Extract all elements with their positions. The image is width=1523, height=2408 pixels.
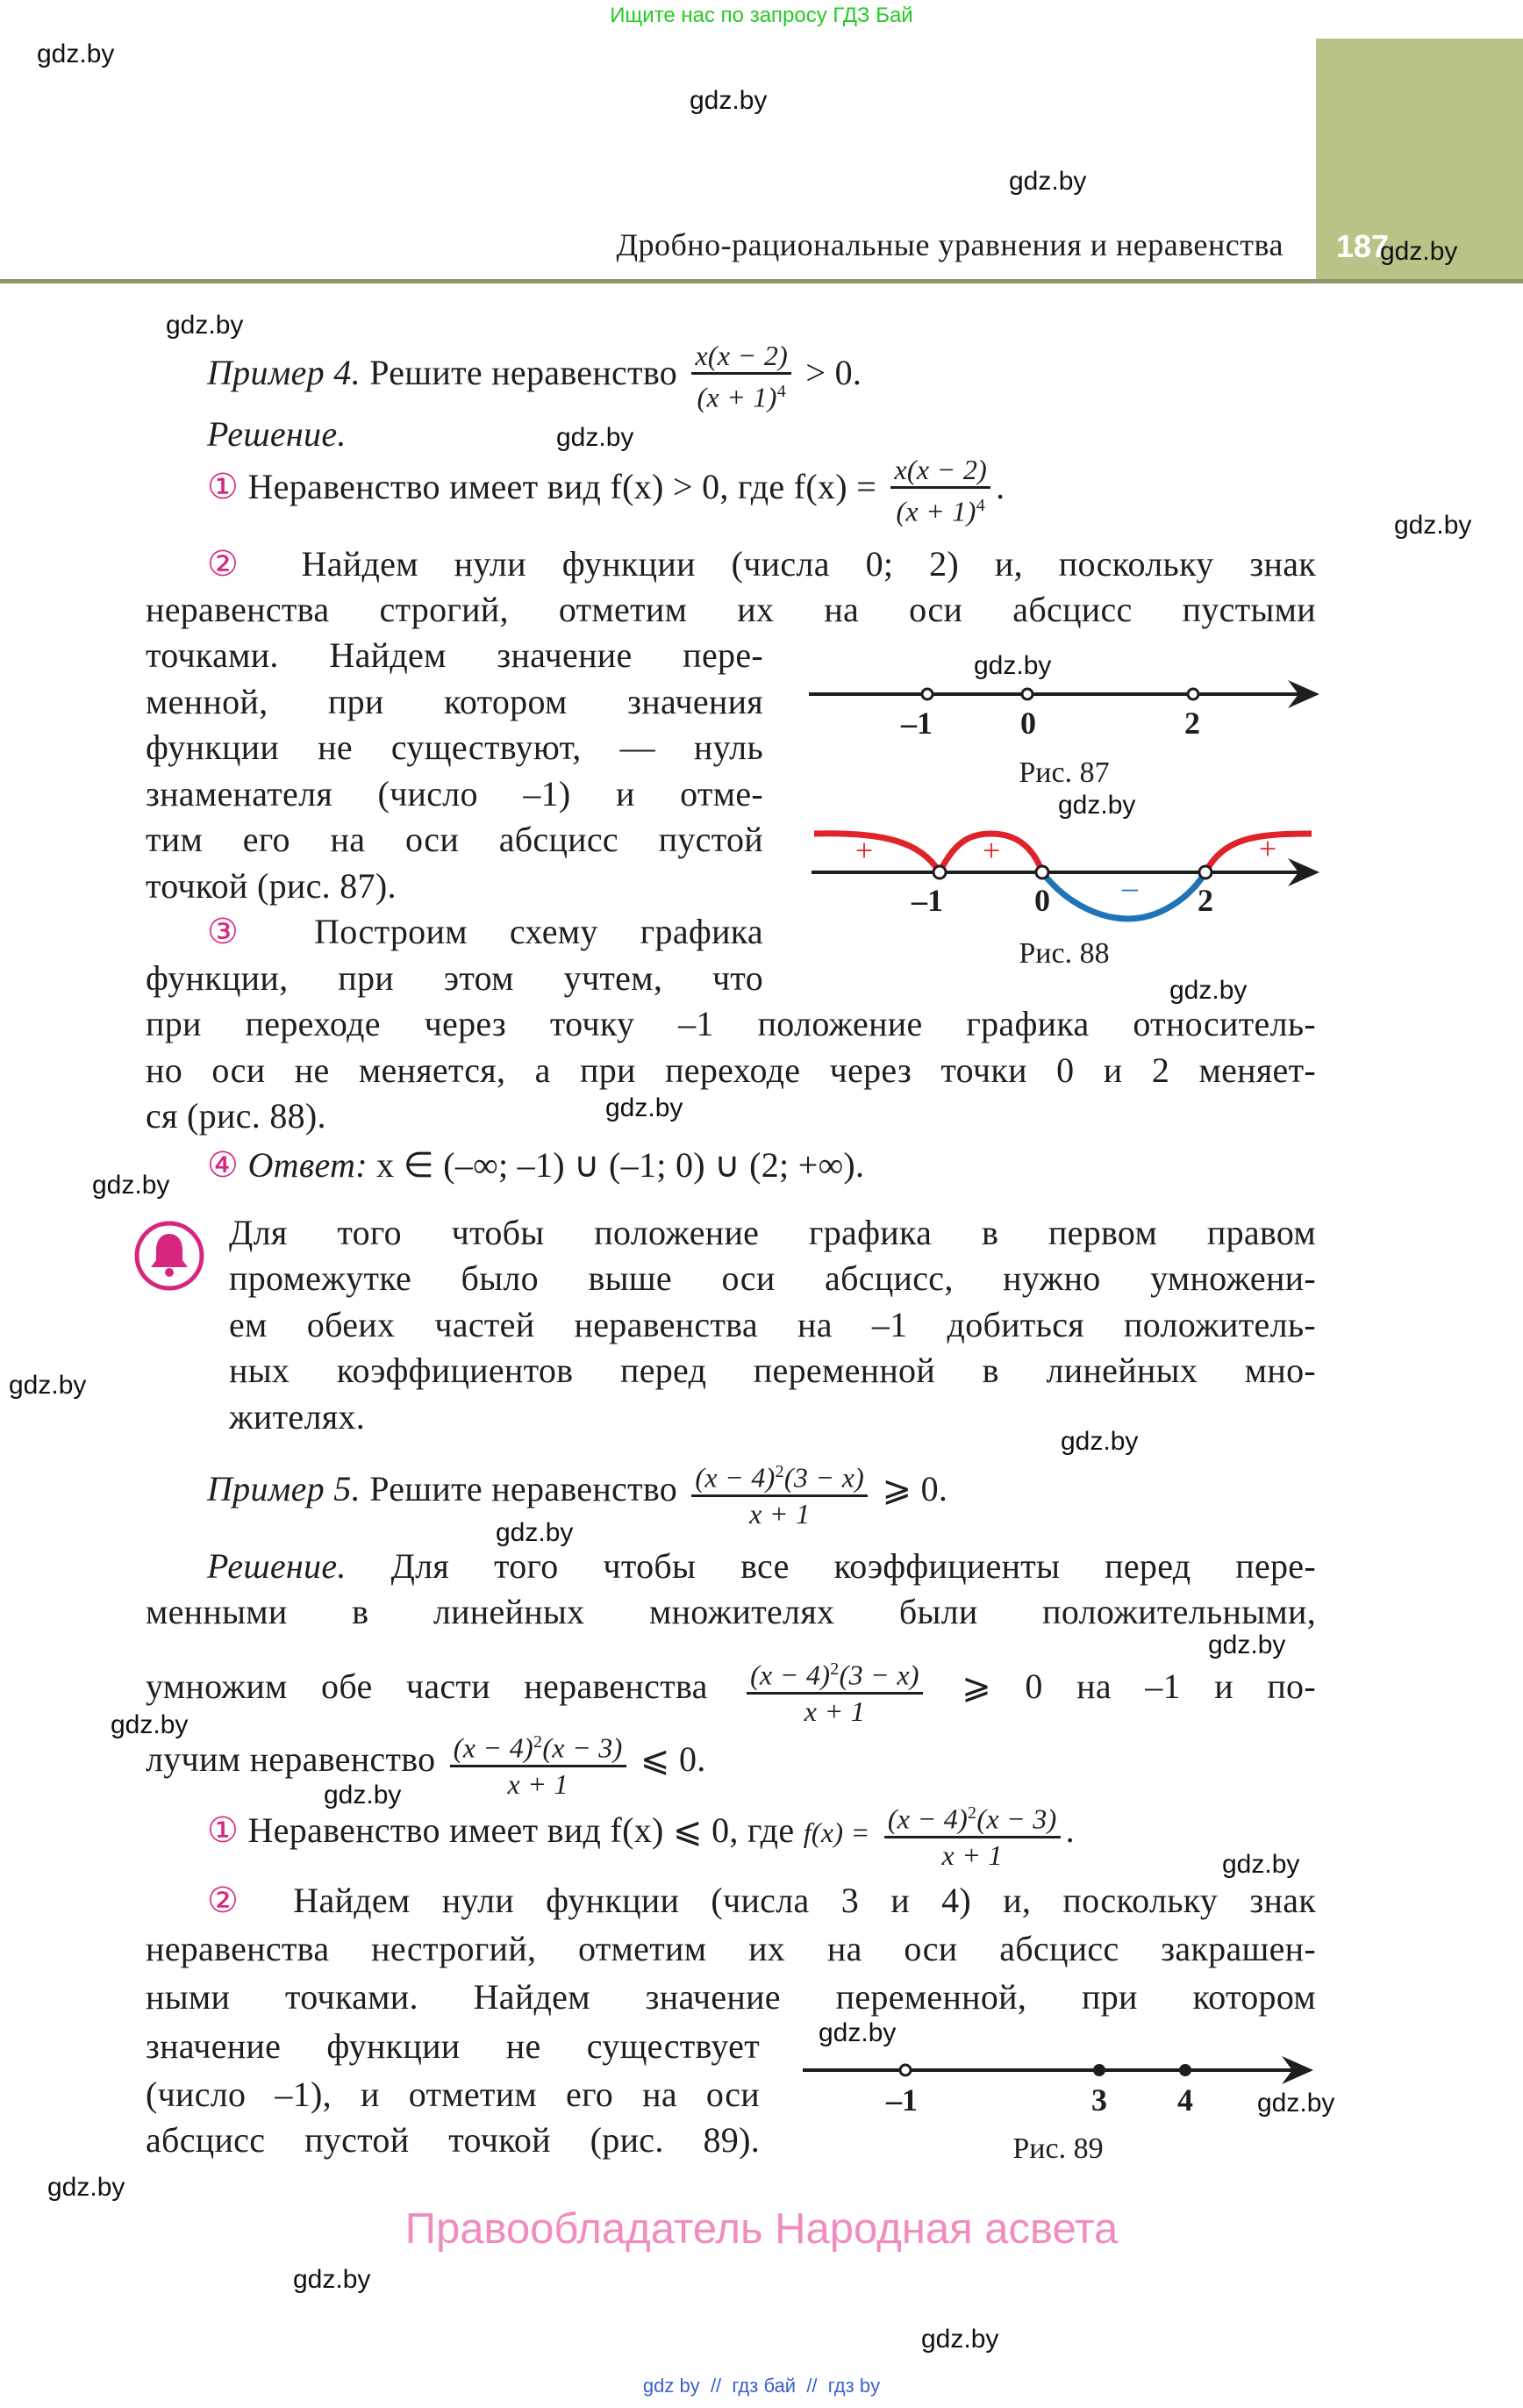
- answer-text: x ∈ (–∞; –1) ∪ (–1; 0) ∪ (2; +∞).: [376, 1145, 865, 1185]
- denominator: x + 1: [507, 1767, 568, 1800]
- watermark: gdz.by: [1169, 976, 1248, 1005]
- text-line: знаменателя (число –1) и отме-: [146, 774, 763, 813]
- fig88-curve-positive: [814, 834, 940, 872]
- period: .: [996, 467, 1005, 506]
- watermark: gdz.by: [293, 2265, 371, 2294]
- copyright: Правообладатель Народная асвета: [404, 2205, 1119, 2253]
- text-line: но оси не меняется, а при переходе через точки 0 и 2 меняет-: [146, 1050, 1316, 1090]
- text-line: функции, при этом учтем, что: [146, 958, 763, 998]
- example-label: Пример 5.: [207, 1469, 361, 1509]
- factor: (3 − x): [839, 1659, 919, 1691]
- exponent: 2: [968, 1802, 977, 1823]
- text-line: точкой (рис. 87).: [146, 866, 397, 906]
- text-line: при переходе через точку –1 положение графика относитель-: [146, 1004, 1316, 1043]
- numerator: x(x − 2): [691, 339, 791, 375]
- fig88-point: [1199, 866, 1212, 878]
- text-line: менными в линейных множителях были положительными,: [146, 1592, 1316, 1631]
- watermark: gdz.by: [1061, 1427, 1139, 1456]
- relation: > 0.: [805, 353, 862, 392]
- watermark: gdz.by: [819, 2018, 897, 2047]
- fig88-tick: 2: [1198, 883, 1213, 918]
- line-text: Построим схему графика: [314, 912, 763, 951]
- fig89-tick: 3: [1091, 2082, 1107, 2118]
- fig87-tick: 0: [1020, 706, 1036, 741]
- watermark: gdz.by: [556, 423, 634, 452]
- fig89-point-filled: [1179, 2064, 1191, 2076]
- solution-label: Решение.: [207, 1546, 347, 1586]
- note-line: жителях.: [229, 1397, 366, 1437]
- factor: (x − 3): [976, 1802, 1057, 1835]
- solution-label: Решение.: [207, 414, 347, 454]
- footer-links[interactable]: gdz by // гдз бай // гдз by: [642, 2375, 881, 2397]
- denominator: x + 1: [941, 1838, 1003, 1871]
- watermark: gdz.by: [1257, 2089, 1335, 2118]
- fig88-tick: –1: [912, 883, 943, 918]
- fig87-tick: 2: [1184, 706, 1200, 741]
- watermark: gdz.by: [1009, 167, 1087, 196]
- denominator: x + 1: [749, 1497, 811, 1530]
- watermark: gdz.by: [921, 2325, 999, 2354]
- line-text: Для того чтобы все коэффициенты перед пере-: [390, 1546, 1316, 1586]
- example-text: Решите неравенство: [369, 353, 678, 392]
- note-line: промежутке было выше оси абсцисс, нужно умножени-: [229, 1258, 1316, 1298]
- fig88-sign: +: [1258, 831, 1277, 866]
- factor: (x − 4): [695, 1461, 776, 1494]
- exponent: 4: [776, 381, 787, 401]
- watermark: gdz.by: [166, 311, 244, 340]
- text-line: точками. Найдем значение пере-: [146, 635, 763, 675]
- example-label: Пример 4.: [207, 353, 361, 392]
- watermark: gdz.by: [37, 39, 115, 68]
- fig88-caption: Рис. 88: [1019, 937, 1110, 970]
- line-text: Найдем нули функции (числа 0; 2) и, поскольку знак: [301, 544, 1316, 584]
- step-number: ③: [207, 912, 272, 951]
- note-line: ных коэффициентов перед переменной в линейных мно-: [229, 1351, 1316, 1390]
- fig88-point: [1036, 866, 1048, 878]
- note-line: Для того чтобы положение графика в первом правом: [229, 1213, 1316, 1252]
- watermark: gdz.by: [9, 1371, 87, 1400]
- text-line: (число –1), и отметим его на оси: [146, 2075, 760, 2114]
- step-number: ④: [207, 1145, 240, 1185]
- fig89-point-open: [900, 2065, 911, 2075]
- step-text: Неравенство имеет вид f(x) > 0, где f(x) =: [247, 467, 877, 506]
- factor: (3 − x): [783, 1461, 865, 1494]
- period: .: [1065, 1810, 1075, 1850]
- watermark: gdz.by: [974, 651, 1052, 680]
- fig87-caption: Рис. 87: [1019, 756, 1110, 789]
- line-text: умножим обе части неравенства: [146, 1666, 708, 1706]
- text-line: менной, при котором значения: [146, 682, 763, 721]
- den-text: (x + 1): [896, 495, 976, 527]
- step-text: Неравенство имеет вид f(x) ⩽ 0, где: [247, 1810, 795, 1850]
- watermark: gdz.by: [1208, 1630, 1286, 1659]
- watermark: gdz.by: [92, 1171, 170, 1200]
- step-number: ②: [207, 544, 266, 584]
- step-number: ②: [207, 1881, 262, 1920]
- example-text: Решите неравенство: [369, 1469, 678, 1509]
- fig87-point: [922, 689, 933, 699]
- line-text: ⩽ 0.: [640, 1739, 706, 1779]
- fig89-tick: –1: [886, 2082, 918, 2118]
- factor: (x − 4): [750, 1659, 831, 1691]
- line-text: лучим неравенство: [146, 1739, 436, 1779]
- fig88-point: [933, 866, 946, 878]
- watermark: gdz.by: [324, 1781, 402, 1810]
- line-text: Найдем нули функции (числа 3 и 4) и, поскольку знак: [293, 1881, 1316, 1920]
- banner[interactable]: Ищите нас по запросу ГДЗ Бай: [610, 4, 913, 27]
- watermark: gdz.by: [496, 1518, 574, 1547]
- numerator: x(x − 2): [890, 453, 990, 489]
- watermark: gdz.by: [690, 86, 768, 115]
- fig88-sign: +: [854, 833, 874, 868]
- factor: (x − 3): [542, 1731, 623, 1764]
- text-line: значение функции не существует: [146, 2026, 760, 2066]
- text-line: ся (рис. 88).: [146, 1096, 326, 1136]
- watermark: gdz.by: [605, 1093, 683, 1122]
- exponent: 2: [830, 1659, 840, 1679]
- exponent: 2: [533, 1731, 543, 1752]
- text-line: тим его на оси абсцисс пустой: [146, 820, 763, 859]
- watermark: gdz.by: [111, 1710, 189, 1739]
- text-line: функции не существуют, — нуль: [146, 727, 763, 767]
- watermark: gdz.by: [47, 2173, 125, 2202]
- watermark: gdz.by: [1380, 237, 1458, 266]
- step-number: ①: [207, 1810, 240, 1850]
- fig89-caption: Рис. 89: [1012, 2132, 1104, 2165]
- fig88-sign: +: [982, 833, 1001, 868]
- watermark: gdz.by: [1058, 791, 1136, 820]
- fig89-tick: 4: [1177, 2082, 1193, 2118]
- page-number: 187: [1336, 228, 1390, 264]
- line-text: ⩾ 0 на –1 и по-: [962, 1666, 1316, 1706]
- watermark: gdz.by: [1222, 1850, 1300, 1879]
- relation: ⩾ 0.: [882, 1469, 948, 1509]
- note-line: ем обеих частей неравенства на –1 добиться положитель-: [229, 1305, 1316, 1344]
- chapter-title: Дробно-рациональные уравнения и неравенства: [616, 227, 1283, 262]
- exponent: 2: [775, 1461, 784, 1481]
- text-line: ными точками. Найдем значение переменной, при котором: [146, 1977, 1316, 2017]
- den-text: (x + 1): [697, 381, 777, 413]
- denominator: x + 1: [804, 1695, 866, 1727]
- text-line: абсцисс пустой точкой (рис. 89).: [146, 2120, 760, 2160]
- fig87-tick: –1: [901, 706, 933, 741]
- text-line: неравенства строгий, отметим их на оси абсцисс пустыми: [146, 590, 1316, 629]
- function-label: f(x) =: [803, 1817, 870, 1848]
- step-number: ①: [207, 467, 240, 506]
- exponent: 4: [976, 495, 985, 515]
- fig88-sign: –: [1122, 870, 1138, 905]
- fig87-point: [1022, 689, 1033, 699]
- fig88-tick: 0: [1034, 883, 1050, 918]
- fig89-point-filled: [1093, 2064, 1105, 2076]
- factor: (x − 4): [887, 1802, 969, 1835]
- answer-label: Ответ:: [247, 1145, 368, 1185]
- factor: (x − 4): [453, 1731, 534, 1764]
- text-line: неравенства нестрогий, отметим их на оси абсцисс закрашен-: [146, 1929, 1316, 1968]
- fig87-point: [1188, 689, 1198, 699]
- watermark: gdz.by: [1394, 511, 1472, 540]
